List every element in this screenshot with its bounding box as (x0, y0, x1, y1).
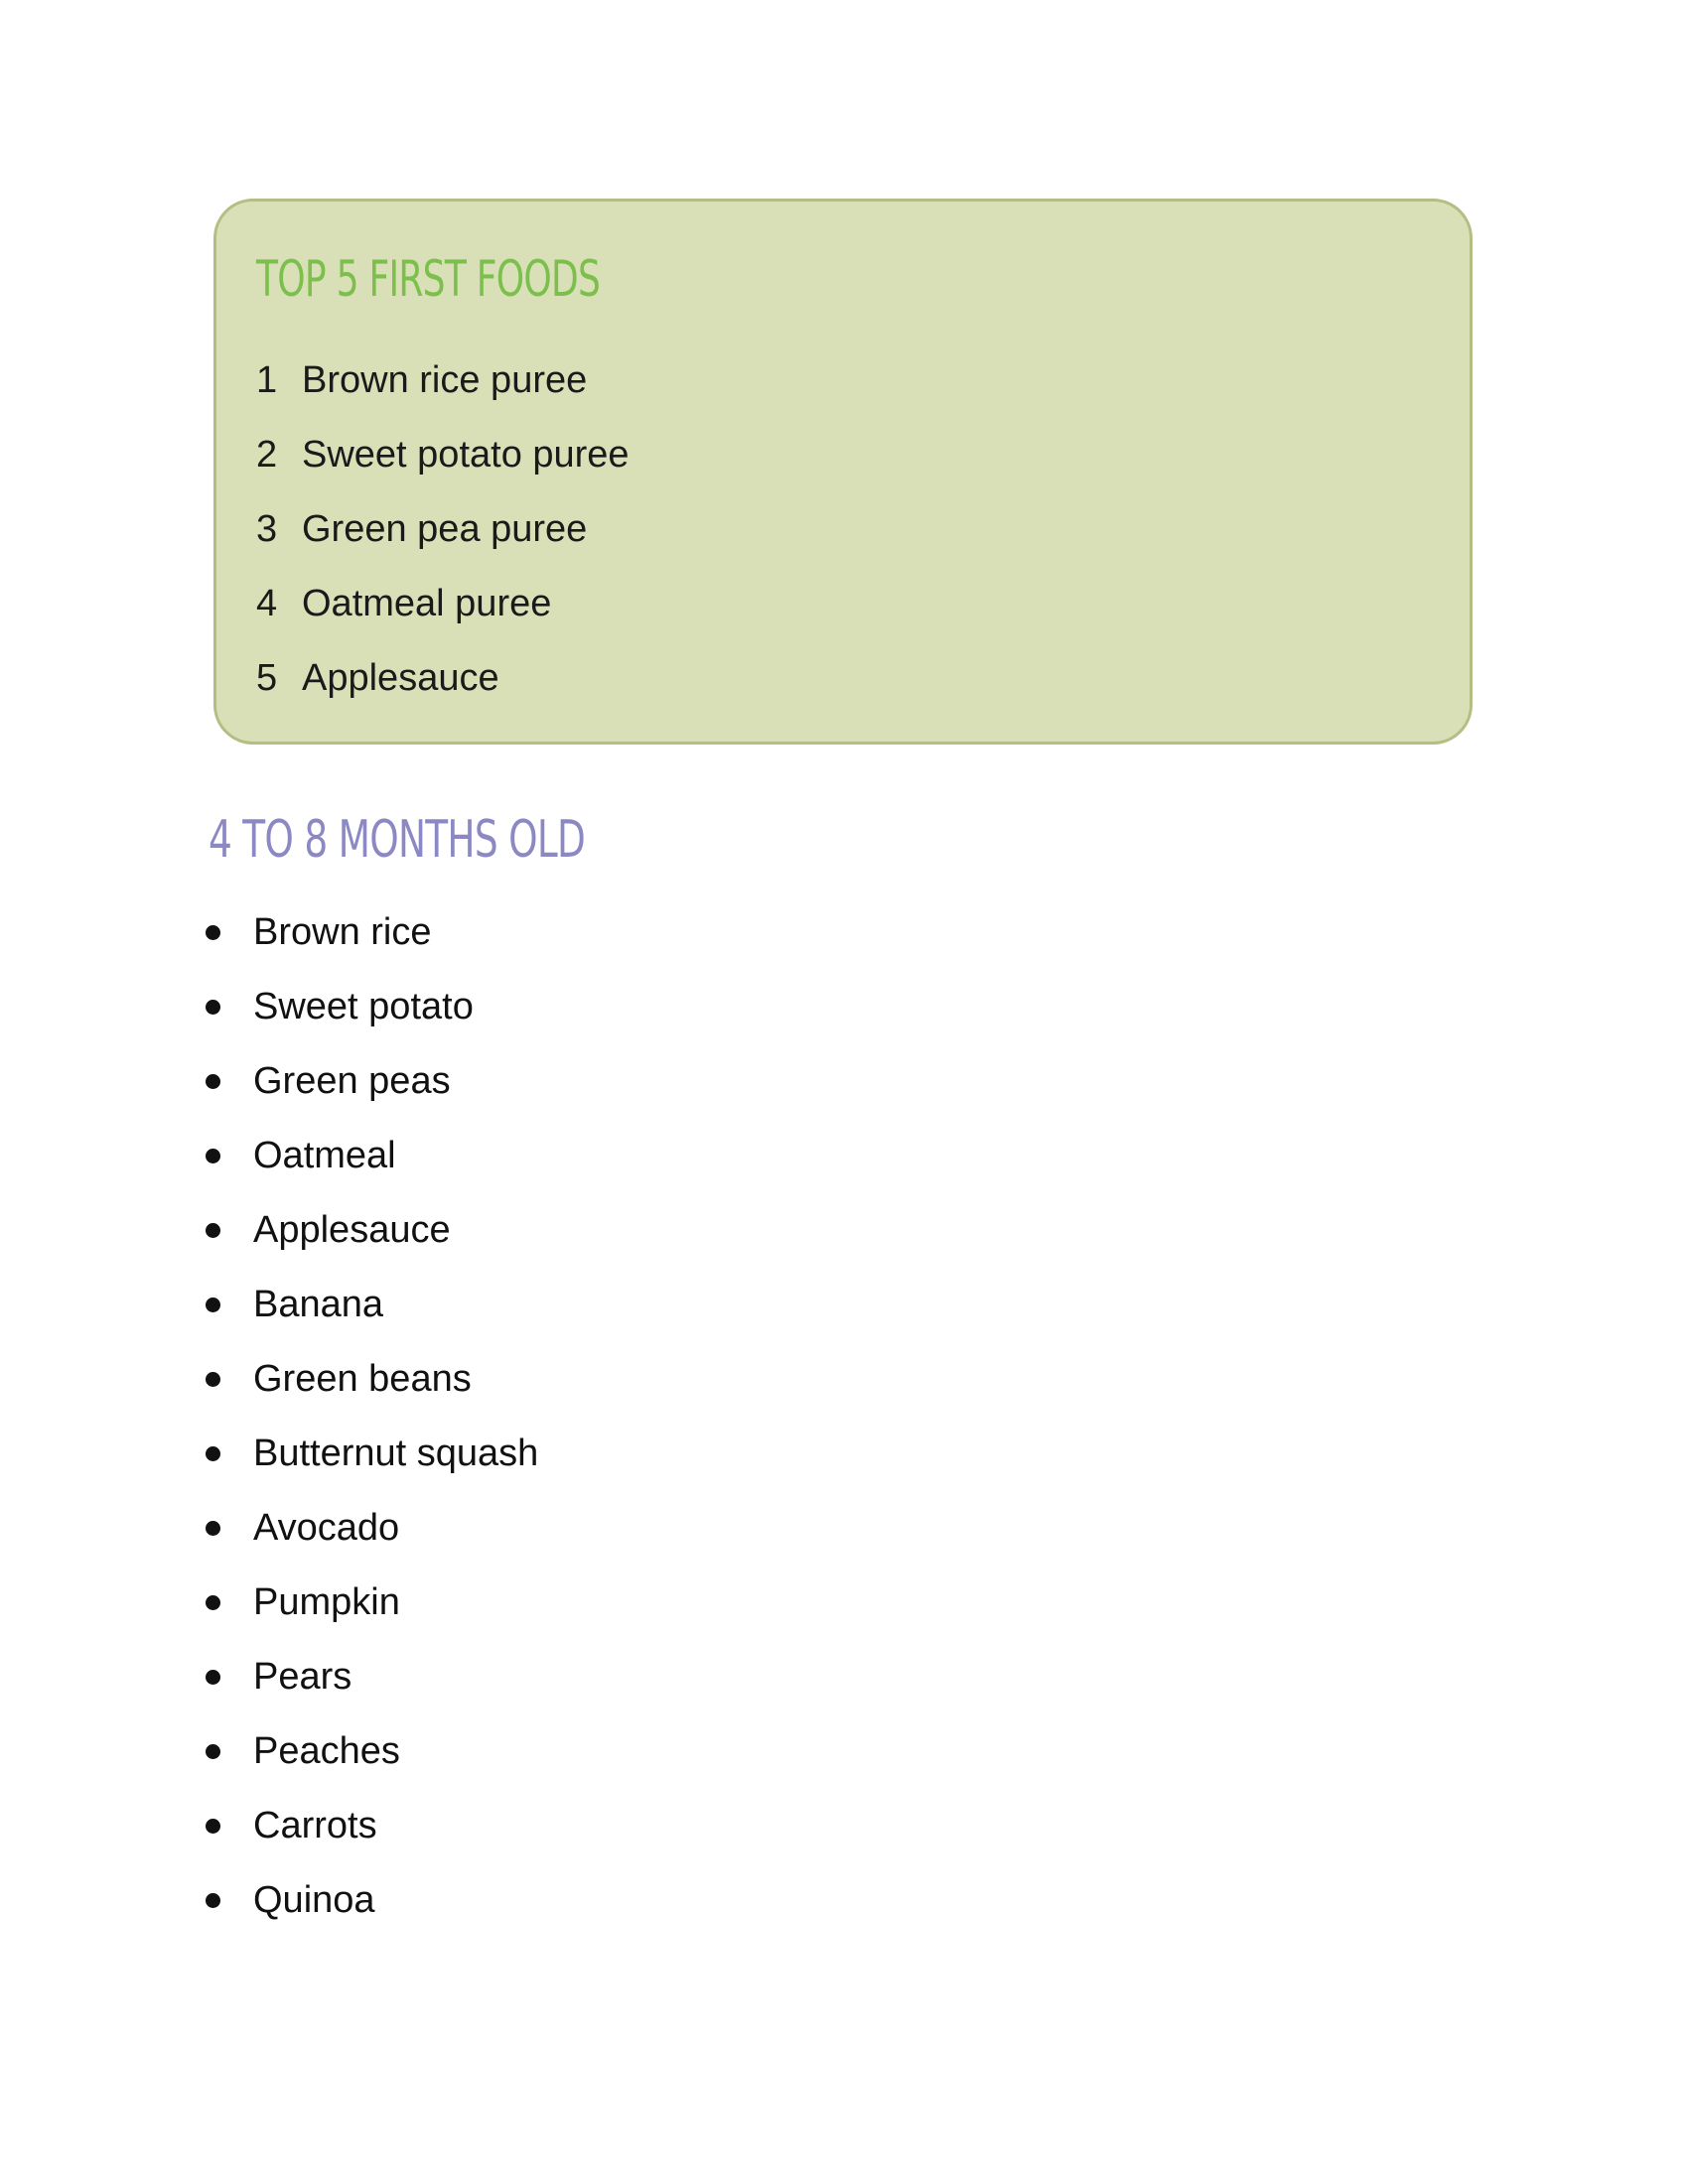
list-item-label: Green beans (253, 1358, 472, 1400)
list-item-label: Brown rice (253, 911, 432, 953)
bullet-icon (206, 1446, 220, 1461)
bullet-icon (206, 925, 220, 940)
list-item-label: Peaches (253, 1730, 400, 1772)
bullet-icon (206, 1074, 220, 1089)
item-label: Brown rice puree (302, 359, 588, 401)
list-item-label: Pumpkin (253, 1581, 400, 1623)
bullet-icon (206, 1819, 220, 1834)
list-item-label: Pears (253, 1656, 352, 1698)
item-label: Oatmeal puree (302, 583, 552, 624)
item-number: 1 (256, 359, 278, 401)
list-item-label: Banana (253, 1284, 384, 1325)
top-foods-item (256, 567, 630, 641)
top-foods-item (256, 641, 630, 716)
list-item-label: Green peas (253, 1060, 451, 1102)
item-number: 4 (256, 583, 278, 624)
list-item-label: Carrots (253, 1805, 377, 1846)
top-foods-item (256, 343, 630, 418)
list-item-label: Sweet potato (253, 986, 474, 1027)
bullet-icon (206, 1744, 220, 1759)
top-foods-box (213, 199, 1473, 745)
item-number: 5 (256, 657, 278, 699)
list-item-label: Quinoa (253, 1879, 375, 1921)
bullet-icon (206, 1372, 220, 1387)
bullet-icon (206, 1297, 220, 1312)
item-number: 2 (256, 434, 278, 476)
top-foods-item (256, 492, 630, 567)
bullet-icon (206, 1149, 220, 1163)
item-label: Sweet potato puree (302, 434, 630, 476)
list-item-label: Applesauce (253, 1209, 451, 1251)
section-title: 4 TO 8 MONTHS OLD (209, 810, 586, 870)
bullet-icon (206, 1521, 220, 1536)
item-label: Applesauce (302, 657, 499, 699)
bullet-icon (206, 1670, 220, 1685)
item-label: Green pea puree (302, 508, 588, 550)
list-item-label: Avocado (253, 1507, 400, 1549)
top-foods-list (256, 343, 630, 716)
item-number: 3 (256, 508, 278, 550)
bullet-icon (206, 1000, 220, 1015)
list-item-label: Oatmeal (253, 1135, 396, 1176)
top-foods-title: TOP 5 FIRST FOODS (256, 250, 601, 308)
top-foods-item (256, 418, 630, 492)
bullet-icon (206, 1595, 220, 1610)
bullet-icon (206, 1893, 220, 1908)
list-item-label: Butternut squash (253, 1433, 539, 1474)
bullet-icon (206, 1223, 220, 1238)
